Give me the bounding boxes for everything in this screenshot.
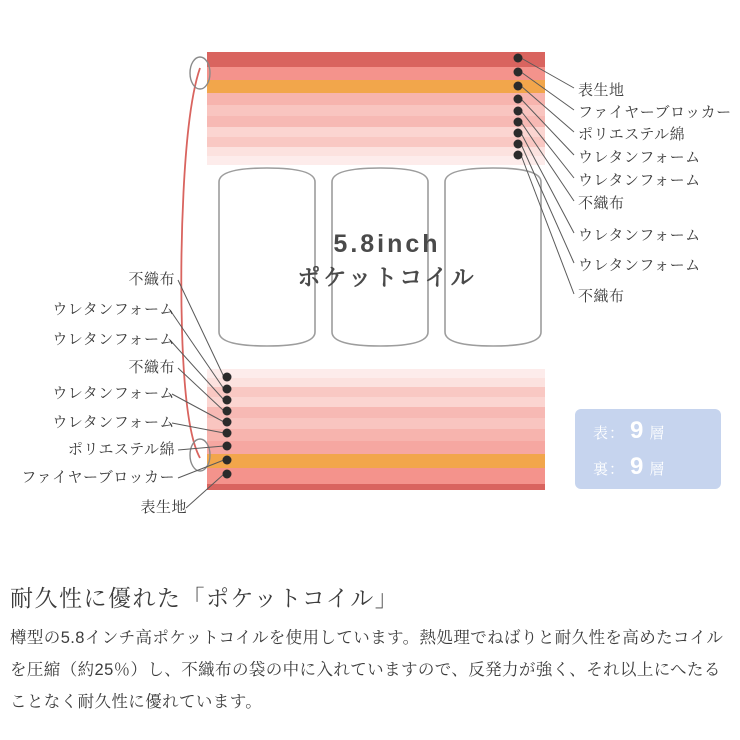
section-paragraph: 樽型の5.8インチ高ポケットコイルを使用しています。熱処理でねばりと耐久性を高めたコイルを圧縮（約25％）し、不織布の袋の中に入れていますので、反発力が強く、それ以上にへたることなく耐久性に優れています。 xyxy=(10,629,724,712)
coil-caption-line2: ポケットコイル xyxy=(297,263,477,290)
label-bottom-6: ウレタンフォーム xyxy=(52,414,175,431)
edge-binding-line xyxy=(181,68,200,458)
layer-b-polyester xyxy=(207,429,545,441)
coil-caption-line1: 5.8inch xyxy=(333,230,441,258)
layer-count-front-number: 9 xyxy=(630,417,645,444)
layer-b-urethane-1 xyxy=(207,418,545,429)
layer-nonwoven-1 xyxy=(207,127,545,137)
layer-count-badge xyxy=(575,409,721,489)
layer-count-back-number: 9 xyxy=(630,453,645,480)
label-bottom-9: 表生地 xyxy=(140,499,187,516)
layer-fire-blocker xyxy=(207,80,545,93)
layer-top-fabric xyxy=(207,52,545,67)
label-bottom-3: ウレタンフォーム xyxy=(52,331,175,348)
layer-b-polyester-2 xyxy=(207,441,545,454)
layer-b-urethane-3 xyxy=(207,387,545,397)
label-bottom-1: 不織布 xyxy=(128,271,175,288)
layer-b-nonwoven-2 xyxy=(207,369,545,378)
top-layer-stack xyxy=(207,52,545,165)
label-top-1: 表生地 xyxy=(578,82,625,99)
label-bottom-4: 不織布 xyxy=(128,359,175,376)
section-heading: 耐久性に優れた「ポケットコイル」 xyxy=(10,585,400,611)
label-top-8: ウレタンフォーム xyxy=(578,257,701,274)
layer-count-front-label: 表： xyxy=(593,425,626,442)
layer-urethane-1 xyxy=(207,105,545,116)
layer-urethane-2 xyxy=(207,116,545,127)
layer-polyester xyxy=(207,93,545,105)
label-top-2: ファイヤーブロッカー xyxy=(578,104,732,121)
layer-count-back-unit: 層 xyxy=(649,461,666,478)
layer-nonwoven-2 xyxy=(207,156,545,165)
layer-b-urethane-4 xyxy=(207,378,545,387)
label-top-3: ポリエステル綿 xyxy=(578,126,686,143)
layer-b-nonwoven-1 xyxy=(207,397,545,407)
layer-top-fabric-inner xyxy=(207,67,545,80)
layer-urethane-3 xyxy=(207,137,545,147)
label-top-7: ウレタンフォーム xyxy=(578,227,701,244)
layer-count-back-label: 裏： xyxy=(593,461,626,478)
label-top-4: ウレタンフォーム xyxy=(578,149,701,166)
label-top-5: ウレタンフォーム xyxy=(578,172,701,189)
label-bottom-2: ウレタンフォーム xyxy=(52,301,175,318)
label-top-9: 不織布 xyxy=(578,288,625,305)
layer-b-fire-blocker xyxy=(207,454,545,468)
coil-caption xyxy=(232,228,542,293)
layer-b-urethane-2 xyxy=(207,407,545,418)
layer-count-back xyxy=(593,449,721,485)
bottom-spacer xyxy=(0,726,740,740)
label-bottom-8: ファイヤーブロッカー xyxy=(21,469,175,486)
layer-count-front-unit: 層 xyxy=(649,425,666,442)
layer-count-front xyxy=(593,413,721,449)
label-top-6: 不織布 xyxy=(578,195,625,212)
bottom-layer-stack xyxy=(207,369,545,490)
layer-urethane-4 xyxy=(207,147,545,156)
label-bottom-7: ポリエステル綿 xyxy=(67,441,175,458)
label-bottom-5: ウレタンフォーム xyxy=(52,385,175,402)
layer-b-top-fabric xyxy=(207,484,545,490)
layer-b-fabric-inner xyxy=(207,468,545,484)
